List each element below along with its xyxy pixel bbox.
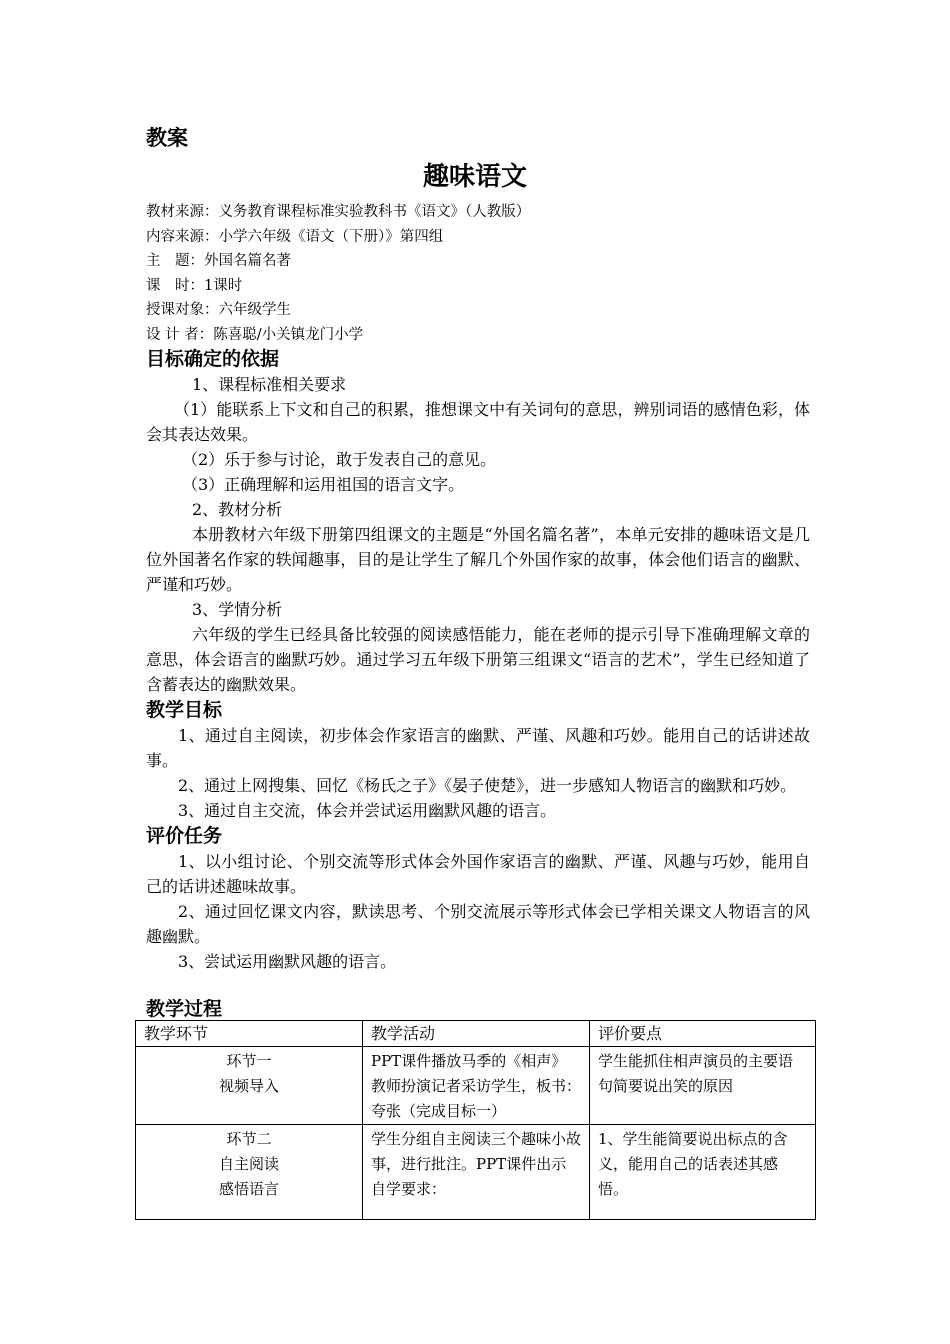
stage-line: 视频导入 bbox=[218, 1077, 279, 1095]
stage-cell bbox=[136, 1125, 363, 1220]
meta-audience: 授课对象：六年级学生 bbox=[146, 302, 291, 318]
table-header-row bbox=[136, 1021, 816, 1047]
activity-cell: PPT课件播放马季的《相声》教师扮演记者采访学生，板书：夸张（完成目标一） bbox=[363, 1047, 590, 1125]
doc-title: 趣味语文 bbox=[422, 162, 527, 192]
meta-designer: 设 计 者：陈喜聪/小关镇龙门小学 bbox=[146, 326, 364, 343]
section-heading-process: 教学过程 bbox=[146, 998, 223, 1020]
stage-cell bbox=[136, 1047, 363, 1125]
points-cell: 1、学生能简要说出标点的含义，能用自己的话表述其感悟。 bbox=[590, 1125, 816, 1220]
goal-item: 3、通过自主交流，体会并尝试运用幽默风趣的语言。 bbox=[178, 801, 557, 820]
table-row bbox=[136, 1047, 816, 1125]
standard-item: （3）正确理解和运用祖国的语言文字。 bbox=[182, 475, 465, 494]
table-row bbox=[136, 1125, 816, 1220]
stage-line: 自主阅读 bbox=[218, 1155, 279, 1173]
meta-topic: 主 题：外国名篇名著 bbox=[146, 253, 291, 269]
subheading-material: 2、教材分析 bbox=[192, 500, 283, 519]
activity-cell: 学生分组自主阅读三个趣味小故事，进行批注。PPT课件出示自学要求： bbox=[363, 1125, 590, 1220]
stage-line: 环节一 bbox=[226, 1052, 272, 1070]
doc-label: 教案 bbox=[146, 126, 188, 150]
evaluation-item: 1、以小组讨论、个别交流等形式体会外国作家语言的幽默、严谨、风趣与巧妙，能用自己的话讲述趣味故事。 bbox=[146, 852, 810, 896]
subheading-students: 3、学情分析 bbox=[192, 600, 283, 619]
section-heading-basis: 目标确定的依据 bbox=[146, 348, 280, 370]
meta-block bbox=[146, 200, 530, 347]
column-header-points: 评价要点 bbox=[590, 1021, 816, 1047]
evaluation-item: 3、尝试运用幽默风趣的语言。 bbox=[178, 952, 397, 971]
section-heading-evaluation: 评价任务 bbox=[146, 825, 223, 847]
goal-item: 2、通过上网搜集、回忆《杨氏之子》《晏子使楚》，进一步感知人物语言的幽默和巧妙。 bbox=[178, 776, 797, 795]
section-heading-goals: 教学目标 bbox=[146, 699, 223, 721]
material-analysis-text: 本册教材六年级下册第四组课文的主题是“外国名篇名著”，本单元安排的趣味语文是几位外国著名作家的轶闻趣事，目的是让学生了解几个外国作家的故事，体会他们语言的幽默、严谨和巧妙。 bbox=[146, 525, 810, 594]
standard-item: （2）乐于参与讨论，敢于发表自己的意见。 bbox=[182, 450, 497, 469]
meta-hours: 课 时：1课时 bbox=[146, 277, 243, 294]
points-cell: 学生能抓住相声演员的主要语句简要说出笑的原因 bbox=[590, 1047, 816, 1125]
stage-line: 感悟语言 bbox=[218, 1180, 279, 1198]
process-table bbox=[135, 1020, 816, 1220]
meta-content: 内容来源：小学六年级《语文（下册）》第四组 bbox=[146, 228, 444, 245]
meta-source: 教材来源：义务教育课程标准实验教科书《语文》（人教版） bbox=[146, 204, 531, 220]
goal-item: 1、通过自主阅读，初步体会作家语言的幽默、严谨、风趣和巧妙。能用自己的话讲述故事。 bbox=[146, 726, 810, 770]
evaluation-item: 2、通过回忆课文内容，默读思考、个别交流展示等形式体会已学相关课文人物语言的风趣幽默。 bbox=[146, 902, 810, 946]
column-header-stage: 教学环节 bbox=[136, 1021, 363, 1047]
standard-item: （1）能联系上下文和自己的积累，推想课文中有关词句的意思，辨别词语的感情色彩，体会其表达效果。 bbox=[146, 400, 810, 444]
main-content bbox=[146, 346, 810, 974]
column-header-activity: 教学活动 bbox=[363, 1021, 590, 1047]
subheading-standards: 1、课程标准相关要求 bbox=[192, 375, 347, 394]
stage-line: 环节二 bbox=[226, 1130, 272, 1148]
student-analysis-text: 六年级的学生已经具备比较强的阅读感悟能力，能在老师的提示引导下准确理解文章的意思，体会语言的幽默巧妙。通过学习五年级下册第三组课文“语言的艺术”，学生已经知道了含蓄表达的幽默效果。 bbox=[146, 625, 810, 694]
